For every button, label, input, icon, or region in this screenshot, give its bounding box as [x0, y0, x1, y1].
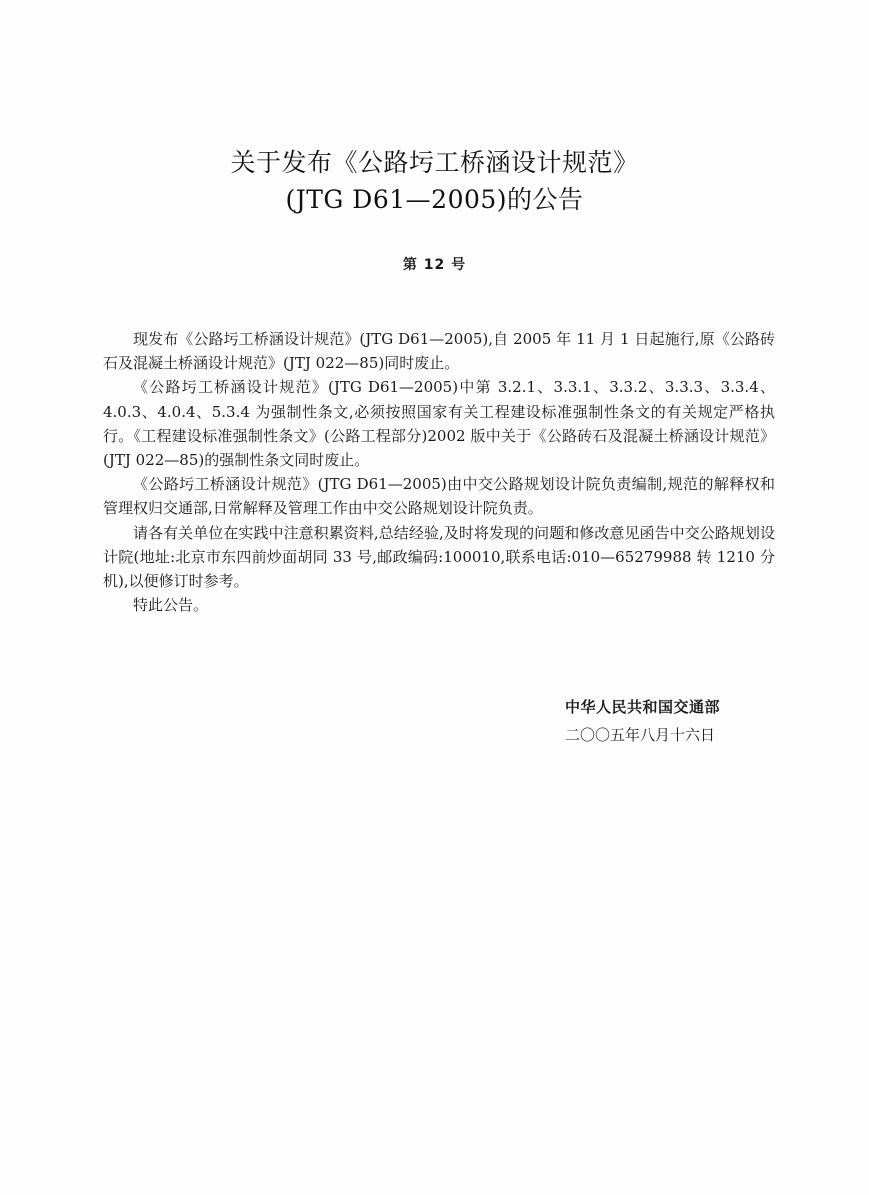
- signature-block: [565, 695, 785, 747]
- announcement-number: 第 12 号: [402, 257, 467, 273]
- announcement-title-line1: 关于发布《公路圬工桥涵设计规范》: [230, 148, 639, 177]
- body-paragraph: 《公路圬工桥涵设计规范》(JTG D61—2005)中第 3.2.1、3.3.1、3.3.2、3.3.3、3.3.4、4.0.3、4.0.4、5.3.4 为强制性条文,必须按照国家有关工程建设标准强制性条文的有关规定严格执行。《工程建设标准强制性条文》(公路工程部分)2002 版中关于《公路砖石及混凝土桥涵设计规范》(JTJ 022—85)的强制性条文同时废止。: [103, 378, 775, 470]
- issue-date: 二〇〇五年八月十六日: [565, 726, 716, 744]
- announcement-title-line2: (JTG D61—2005)的公告: [285, 185, 584, 214]
- body-paragraph: 请各有关单位在实践中注意积累资料,总结经验,及时将发现的问题和修改意见函告中交公路规划设计院(地址:北京市东四前炒面胡同 33 号,邮政编码:100010,联系电话:010—65279988 转 1210 分机),以便修订时参考。: [103, 523, 775, 591]
- announcement-body: [103, 327, 775, 617]
- closing-line: 特此公告。: [133, 596, 209, 615]
- issuing-organization: 中华人民共和国交通部: [565, 698, 721, 716]
- body-paragraph: 《公路圬工桥涵设计规范》(JTG D61—2005)由中交公路规划设计院负责编制,规范的解释权和管理权归交通部,日常解释及管理工作由中交公路规划设计院负责。: [103, 475, 775, 518]
- body-paragraph: 现发布《公路圬工桥涵设计规范》(JTG D61—2005),自 2005 年 11 月 1 日起施行,原《公路砖石及混凝土桥涵设计规范》(JTJ 022—85)同时废止。: [103, 330, 775, 373]
